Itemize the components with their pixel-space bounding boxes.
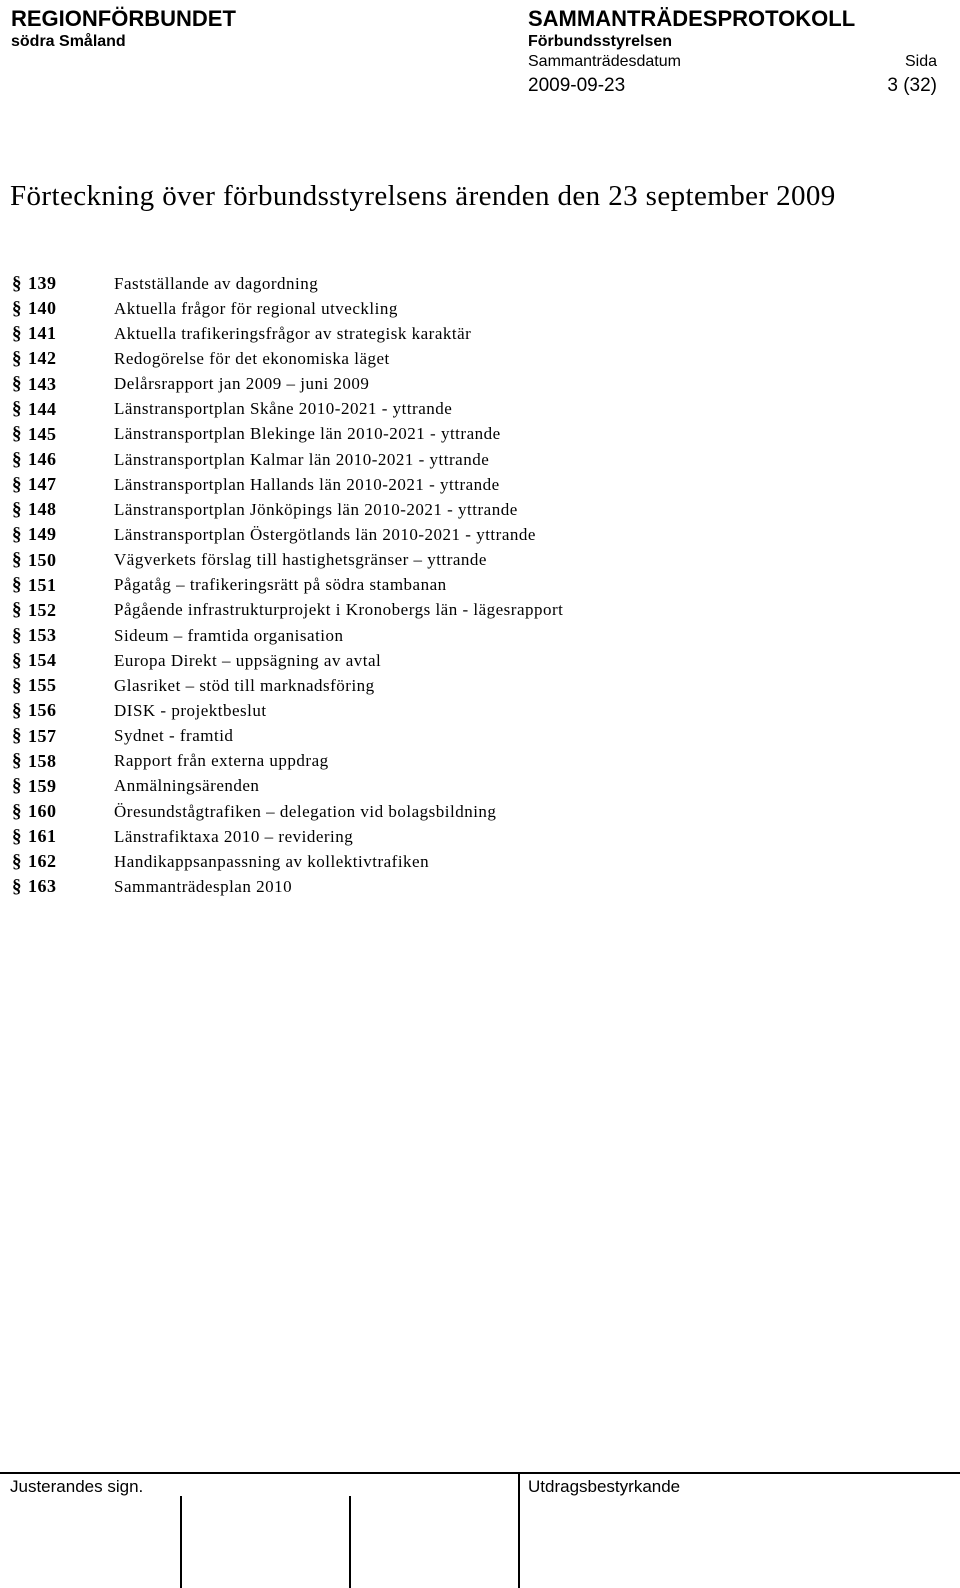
item-number: 144 [28, 398, 57, 419]
item-number: 153 [28, 625, 57, 646]
item-number: 147 [28, 474, 57, 495]
agenda-item [12, 548, 563, 573]
paragraph-symbol: § [12, 624, 22, 646]
paragraph-symbol: § [12, 850, 22, 872]
item-text: Delårsrapport jan 2009 – juni 2009 [114, 374, 370, 394]
signature-box-divider [349, 1496, 351, 1588]
organization-name: REGIONFÖRBUNDET [11, 6, 236, 31]
organization-subtitle: södra Småland [11, 33, 126, 50]
agenda-item [12, 648, 563, 673]
signature-footer [0, 1472, 960, 1588]
paragraph-symbol: § [12, 674, 22, 696]
item-text: Länstransportplan Östergötlands län 2010-2021 - yttrande [114, 524, 536, 544]
paragraph-symbol: § [12, 775, 22, 797]
item-text: Öresundstågtrafiken – delegation vid bolagsbildning [114, 801, 497, 821]
item-text: Pågatåg – trafikeringsrätt på södra stambanan [114, 575, 447, 595]
meeting-date: 2009-09-23 [528, 75, 626, 96]
item-text: Anmälningsärenden [114, 776, 260, 796]
item-text: Länstransportplan Hallands län 2010-2021 - yttrande [114, 474, 500, 494]
item-text: Länstransportplan Kalmar län 2010-2021 - yttrande [114, 449, 490, 469]
paragraph-symbol: § [12, 599, 22, 621]
footer-divider [518, 1472, 520, 1588]
item-number: 148 [28, 499, 57, 520]
item-text: Handikappsanpassning av kollektivtrafiken [114, 851, 430, 871]
item-text: Fastställande av dagordning [114, 273, 319, 293]
agenda-item [12, 497, 563, 522]
paragraph-symbol: § [12, 272, 22, 294]
item-text: Länstransportplan Jönköpings län 2010-2021 - yttrande [114, 499, 518, 519]
item-number: 160 [28, 801, 57, 822]
paragraph-symbol: § [12, 875, 22, 897]
agenda-item [12, 623, 563, 648]
item-text: Vägverkets förslag till hastighetsgränser – yttrande [114, 550, 487, 570]
item-text: Europa Direkt – uppsägning av avtal [114, 650, 382, 670]
item-text: Länstransportplan Skåne 2010-2021 - yttrande [114, 399, 453, 419]
item-number: 158 [28, 750, 57, 771]
item-number: 142 [28, 348, 57, 369]
item-text: Sideum – framtida organisation [114, 625, 344, 645]
item-number: 159 [28, 775, 57, 796]
signature-box-divider [180, 1496, 182, 1588]
paragraph-symbol: § [12, 825, 22, 847]
item-number: 152 [28, 599, 57, 620]
footer-top-rule [0, 1472, 960, 1474]
agenda-item [12, 598, 563, 623]
item-text: Länstrafiktaxa 2010 – revidering [114, 826, 354, 846]
agenda-item [12, 447, 563, 472]
item-number: 162 [28, 851, 57, 872]
paragraph-symbol: § [12, 322, 22, 344]
item-number: 155 [28, 675, 57, 696]
item-text: Glasriket – stöd till marknadsföring [114, 675, 375, 695]
item-number: 145 [28, 423, 57, 444]
page-number: 3 (32) [887, 75, 937, 96]
paragraph-symbol: § [12, 649, 22, 671]
item-number: 140 [28, 298, 57, 319]
board-name: Förbundsstyrelsen [528, 33, 673, 50]
paragraph-symbol: § [12, 398, 22, 420]
paragraph-symbol: § [12, 523, 22, 545]
agenda-item [12, 472, 563, 497]
item-text: Pågående infrastrukturprojekt i Kronobergs län - lägesrapport [114, 600, 564, 620]
item-text: DISK - projektbeslut [114, 700, 267, 720]
paragraph-symbol: § [12, 373, 22, 395]
item-text: Redogörelse för det ekonomiska läget [114, 348, 390, 368]
agenda-item [12, 522, 563, 547]
paragraph-symbol: § [12, 448, 22, 470]
item-number: 157 [28, 725, 57, 746]
agenda-item [12, 724, 563, 749]
item-text: Sydnet - framtid [114, 726, 234, 746]
signature-label: Justerandes sign. [10, 1477, 144, 1496]
paragraph-symbol: § [12, 473, 22, 495]
item-text: Aktuella frågor för regional utveckling [114, 298, 398, 318]
agenda-item [12, 271, 563, 296]
paragraph-symbol: § [12, 574, 22, 596]
paragraph-symbol: § [12, 423, 22, 445]
document-type: SAMMANTRÄDESPROTOKOLL [528, 6, 856, 31]
item-number: 151 [28, 574, 57, 595]
agenda-item [12, 799, 563, 824]
agenda-item [12, 774, 563, 799]
paragraph-symbol: § [12, 347, 22, 369]
agenda-item [12, 824, 563, 849]
paragraph-symbol: § [12, 800, 22, 822]
agenda-item [12, 346, 563, 371]
paragraph-symbol: § [12, 725, 22, 747]
page-label: Sida [904, 53, 937, 70]
item-number: 161 [28, 826, 57, 847]
agenda-item [12, 698, 563, 723]
agenda-item [12, 573, 563, 598]
meeting-date-label: Sammanträdesdatum [528, 53, 681, 70]
paragraph-symbol: § [12, 498, 22, 520]
item-number: 150 [28, 549, 57, 570]
item-number: 149 [28, 524, 57, 545]
agenda-list [12, 271, 563, 900]
agenda-item [12, 372, 563, 397]
certification-label: Utdragsbestyrkande [528, 1477, 681, 1496]
paragraph-symbol: § [12, 549, 22, 571]
item-number: 163 [28, 876, 57, 897]
item-number: 156 [28, 700, 57, 721]
agenda-item [12, 749, 563, 774]
agenda-item [12, 321, 563, 346]
page-title: Förteckning över förbundsstyrelsens ärenden den 23 september 2009 [10, 180, 836, 212]
agenda-item [12, 422, 563, 447]
paragraph-symbol: § [12, 699, 22, 721]
paragraph-symbol: § [12, 750, 22, 772]
item-text: Sammanträdesplan 2010 [114, 876, 293, 896]
item-number: 139 [28, 273, 57, 294]
agenda-item [12, 397, 563, 422]
agenda-item [12, 874, 563, 899]
agenda-item [12, 673, 563, 698]
item-text: Länstransportplan Blekinge län 2010-2021 - yttrande [114, 424, 501, 444]
item-number: 141 [28, 323, 57, 344]
item-number: 143 [28, 373, 57, 394]
item-number: 146 [28, 449, 57, 470]
item-text: Rapport från externa uppdrag [114, 751, 329, 771]
item-number: 154 [28, 650, 57, 671]
agenda-item [12, 296, 563, 321]
item-text: Aktuella trafikeringsfrågor av strategisk karaktär [114, 323, 472, 343]
paragraph-symbol: § [12, 297, 22, 319]
agenda-item [12, 849, 563, 874]
